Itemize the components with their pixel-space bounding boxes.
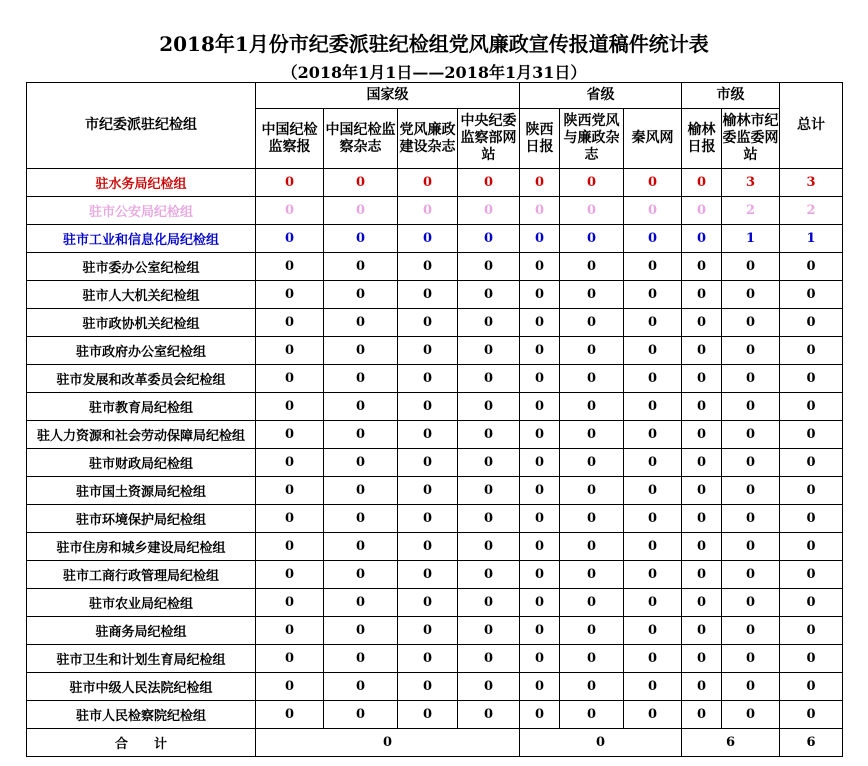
row-count-cell: 0: [624, 505, 682, 533]
row-count-cell: 0: [398, 253, 458, 281]
row-group-name: 驻市人民检察院纪检组: [27, 701, 256, 729]
row-count-cell: 0: [398, 505, 458, 533]
row-count-cell: 0: [624, 589, 682, 617]
row-count-cell: 0: [256, 589, 324, 617]
row-count-cell: 0: [624, 225, 682, 253]
row-count-cell: 0: [520, 617, 560, 645]
row-group-name: 驻市住房和城乡建设局纪检组: [27, 533, 256, 561]
row-count-cell: 0: [682, 197, 722, 225]
row-count-cell: 0: [324, 393, 398, 421]
row-count-cell: 0: [520, 505, 560, 533]
row-count-cell: 0: [520, 393, 560, 421]
row-total-cell: 0: [780, 617, 843, 645]
row-count-cell: 0: [458, 169, 520, 197]
row-count-cell: 0: [520, 421, 560, 449]
row-count-cell: 0: [624, 561, 682, 589]
table-row: [27, 673, 843, 701]
table-row: [27, 701, 843, 729]
row-count-cell: 0: [624, 673, 682, 701]
row-count-cell: 0: [398, 421, 458, 449]
row-count-cell: 0: [256, 505, 324, 533]
table-row: [27, 533, 843, 561]
row-count-cell: 0: [520, 589, 560, 617]
row-count-cell: 0: [682, 701, 722, 729]
column-header: 中国纪检监察报: [256, 109, 324, 169]
row-count-cell: 0: [458, 309, 520, 337]
row-count-cell: 0: [624, 617, 682, 645]
row-count-cell: 0: [560, 673, 624, 701]
row-count-cell: 0: [560, 589, 624, 617]
row-count-cell: 0: [520, 225, 560, 253]
row-total-cell: 0: [780, 253, 843, 281]
row-count-cell: 0: [560, 645, 624, 673]
row-count-cell: 0: [458, 225, 520, 253]
row-group-name: 驻市工商行政管理局纪检组: [27, 561, 256, 589]
row-count-cell: 0: [560, 701, 624, 729]
row-count-cell: 0: [722, 421, 780, 449]
row-count-cell: 0: [256, 449, 324, 477]
row-count-cell: 0: [520, 701, 560, 729]
row-count-cell: 0: [324, 477, 398, 505]
column-header: 中央纪委监察部网站: [458, 109, 520, 169]
row-count-cell: 0: [560, 365, 624, 393]
row-group-name: 驻商务局纪检组: [27, 617, 256, 645]
row-count-cell: 0: [722, 393, 780, 421]
row-count-cell: 0: [324, 589, 398, 617]
row-count-cell: 0: [324, 505, 398, 533]
row-count-cell: 0: [682, 505, 722, 533]
row-group-name: 驻水务局纪检组: [27, 169, 256, 197]
row-count-cell: 0: [256, 533, 324, 561]
row-count-cell: 0: [520, 337, 560, 365]
row-count-cell: 0: [722, 561, 780, 589]
row-count-cell: 0: [520, 281, 560, 309]
row-count-cell: 0: [520, 197, 560, 225]
table-row: [27, 393, 843, 421]
row-count-cell: 0: [458, 365, 520, 393]
row-count-cell: 0: [560, 337, 624, 365]
row-count-cell: 0: [682, 561, 722, 589]
row-total-cell: 0: [780, 281, 843, 309]
row-total-cell: 0: [780, 449, 843, 477]
row-total-cell: 0: [780, 337, 843, 365]
row-count-cell: 0: [520, 449, 560, 477]
row-count-cell: 0: [256, 645, 324, 673]
row-count-cell: 0: [682, 253, 722, 281]
row-count-cell: 0: [722, 505, 780, 533]
row-count-cell: 0: [256, 337, 324, 365]
row-count-cell: 0: [398, 673, 458, 701]
page-title: 2018年1月份市纪委派驻纪检组党风廉政宣传报道稿件统计表: [159, 32, 709, 56]
row-count-cell: 0: [256, 421, 324, 449]
row-count-cell: 0: [682, 281, 722, 309]
row-count-cell: 0: [722, 701, 780, 729]
row-count-cell: 0: [256, 393, 324, 421]
row-count-cell: 0: [682, 449, 722, 477]
row-count-cell: 0: [624, 533, 682, 561]
row-count-cell: 0: [722, 645, 780, 673]
row-count-cell: 0: [520, 477, 560, 505]
row-count-cell: 0: [398, 225, 458, 253]
table-row: [27, 505, 843, 533]
row-group-name: 驻市政府办公室纪检组: [27, 337, 256, 365]
row-count-cell: 0: [520, 253, 560, 281]
row-count-cell: 0: [520, 561, 560, 589]
row-count-cell: 0: [560, 561, 624, 589]
row-count-cell: 0: [560, 393, 624, 421]
row-count-cell: 0: [324, 617, 398, 645]
table-row: [27, 225, 843, 253]
row-count-cell: 0: [324, 225, 398, 253]
row-count-cell: 0: [682, 645, 722, 673]
row-count-cell: 0: [256, 617, 324, 645]
row-count-cell: 0: [682, 533, 722, 561]
footer-grand-total: 6: [780, 729, 843, 757]
column-header: 党风廉政建设杂志: [398, 109, 458, 169]
row-count-cell: 0: [682, 365, 722, 393]
row-total-cell: 0: [780, 393, 843, 421]
row-count-cell: 0: [624, 477, 682, 505]
row-count-cell: 0: [682, 309, 722, 337]
row-count-cell: 0: [256, 561, 324, 589]
row-total-cell: 0: [780, 673, 843, 701]
row-count-cell: 0: [256, 701, 324, 729]
row-count-cell: 0: [398, 645, 458, 673]
row-count-cell: 0: [458, 337, 520, 365]
row-count-cell: 0: [458, 281, 520, 309]
table-row: [27, 281, 843, 309]
row-count-cell: 0: [324, 337, 398, 365]
row-count-cell: 0: [682, 589, 722, 617]
table-row: [27, 561, 843, 589]
row-count-cell: 0: [560, 197, 624, 225]
row-count-cell: 0: [624, 449, 682, 477]
row-count-cell: 0: [324, 673, 398, 701]
row-count-cell: 0: [722, 281, 780, 309]
table-row: [27, 253, 843, 281]
row-count-cell: 0: [458, 701, 520, 729]
date-range-subtitle: （2018年1月1日——2018年1月31日）: [281, 63, 587, 82]
row-count-cell: 0: [722, 337, 780, 365]
table-row: [27, 645, 843, 673]
row-count-cell: 0: [324, 645, 398, 673]
row-count-cell: 0: [458, 449, 520, 477]
row-count-cell: 0: [398, 561, 458, 589]
row-count-cell: 0: [560, 225, 624, 253]
table-body: [27, 169, 843, 729]
row-count-cell: 0: [398, 617, 458, 645]
row-count-cell: 0: [722, 589, 780, 617]
row-count-cell: 0: [458, 617, 520, 645]
row-count-cell: 0: [722, 365, 780, 393]
table-row: [27, 449, 843, 477]
row-count-cell: 0: [624, 281, 682, 309]
row-group-name: 驻市中级人民法院纪检组: [27, 673, 256, 701]
footer-city-sum: 6: [682, 729, 780, 757]
row-total-cell: 1: [780, 225, 843, 253]
row-count-cell: 0: [324, 533, 398, 561]
row-total-cell: 0: [780, 701, 843, 729]
row-count-cell: 0: [560, 169, 624, 197]
row-total-cell: 0: [780, 589, 843, 617]
row-count-cell: 0: [624, 197, 682, 225]
row-count-cell: 0: [560, 617, 624, 645]
footer-national-sum: 0: [256, 729, 520, 757]
table-row: [27, 477, 843, 505]
row-count-cell: 0: [458, 533, 520, 561]
row-count-cell: 0: [398, 449, 458, 477]
row-group-name: 驻市发展和改革委员会纪检组: [27, 365, 256, 393]
row-count-cell: 0: [458, 421, 520, 449]
table-row: [27, 337, 843, 365]
row-total-cell: 0: [780, 505, 843, 533]
table-row: [27, 589, 843, 617]
row-count-cell: 0: [624, 253, 682, 281]
table-row: [27, 309, 843, 337]
row-count-cell: 0: [520, 169, 560, 197]
row-count-cell: 0: [682, 617, 722, 645]
row-group-name: 驻市教育局纪检组: [27, 393, 256, 421]
row-count-cell: 0: [398, 197, 458, 225]
row-count-cell: 0: [560, 253, 624, 281]
footer-sum-label: 合 计: [27, 729, 256, 757]
row-group-name: 驻市国土资源局纪检组: [27, 477, 256, 505]
row-count-cell: 0: [256, 477, 324, 505]
row-count-cell: 0: [256, 309, 324, 337]
row-count-cell: 0: [398, 393, 458, 421]
row-count-cell: 3: [722, 169, 780, 197]
row-count-cell: 0: [682, 225, 722, 253]
row-count-cell: 0: [324, 365, 398, 393]
row-count-cell: 0: [458, 197, 520, 225]
row-count-cell: 0: [520, 365, 560, 393]
row-count-cell: 0: [722, 309, 780, 337]
row-group-name: 驻市委办公室纪检组: [27, 253, 256, 281]
row-count-cell: 0: [624, 701, 682, 729]
row-group-name: 驻市政协机关纪检组: [27, 309, 256, 337]
row-count-cell: 0: [682, 169, 722, 197]
row-count-cell: 0: [682, 337, 722, 365]
row-total-cell: 0: [780, 421, 843, 449]
row-total-cell: 0: [780, 533, 843, 561]
row-count-cell: 0: [324, 253, 398, 281]
row-count-cell: 0: [624, 169, 682, 197]
row-count-cell: 0: [256, 281, 324, 309]
row-count-cell: 0: [624, 421, 682, 449]
row-count-cell: 0: [458, 673, 520, 701]
row-count-cell: 0: [256, 169, 324, 197]
row-count-cell: 0: [398, 533, 458, 561]
row-count-cell: 0: [256, 197, 324, 225]
row-count-cell: 0: [398, 701, 458, 729]
national-level-header: 国家级: [256, 83, 520, 109]
row-count-cell: 0: [398, 589, 458, 617]
column-header: 中国纪检监察杂志: [324, 109, 398, 169]
row-count-cell: 0: [682, 477, 722, 505]
table-row: [27, 197, 843, 225]
row-count-cell: 0: [560, 421, 624, 449]
row-count-cell: 0: [560, 477, 624, 505]
row-count-cell: 0: [324, 449, 398, 477]
column-header: 榆林市纪委监委网站: [722, 109, 780, 169]
row-group-name: 驻市公安局纪检组: [27, 197, 256, 225]
row-group-name: 驻市财政局纪检组: [27, 449, 256, 477]
row-count-cell: 0: [398, 477, 458, 505]
row-count-cell: 0: [458, 589, 520, 617]
row-total-cell: 0: [780, 645, 843, 673]
row-total-cell: 0: [780, 561, 843, 589]
row-count-cell: 0: [520, 533, 560, 561]
row-count-cell: 0: [324, 169, 398, 197]
row-count-cell: 1: [722, 225, 780, 253]
row-count-cell: 0: [722, 477, 780, 505]
column-header: 陕西党风与廉政杂志: [560, 109, 624, 169]
row-count-cell: 0: [560, 533, 624, 561]
row-count-cell: 0: [398, 309, 458, 337]
total-column-header: 总计: [780, 83, 843, 169]
row-count-cell: 0: [682, 421, 722, 449]
row-count-cell: 0: [458, 505, 520, 533]
row-count-cell: 0: [398, 281, 458, 309]
row-count-cell: 0: [624, 645, 682, 673]
row-count-cell: 0: [624, 337, 682, 365]
column-header: 陕西日报: [520, 109, 560, 169]
table-row: [27, 421, 843, 449]
row-total-cell: 3: [780, 169, 843, 197]
row-count-cell: 0: [324, 197, 398, 225]
row-count-cell: 0: [256, 253, 324, 281]
row-count-cell: 0: [398, 169, 458, 197]
row-group-name: 驻市人大机关纪检组: [27, 281, 256, 309]
table-row: [27, 365, 843, 393]
row-count-cell: 0: [722, 673, 780, 701]
row-count-cell: 0: [624, 393, 682, 421]
row-count-cell: 0: [256, 225, 324, 253]
row-count-cell: 0: [520, 673, 560, 701]
statistics-table: [26, 82, 843, 757]
row-group-name: 驻市工业和信息化局纪检组: [27, 225, 256, 253]
row-count-cell: 0: [560, 449, 624, 477]
row-count-cell: 0: [324, 561, 398, 589]
row-count-cell: 0: [520, 645, 560, 673]
provincial-level-header: 省级: [520, 83, 682, 109]
row-count-cell: 0: [458, 393, 520, 421]
row-count-cell: 0: [560, 281, 624, 309]
row-count-cell: 0: [458, 561, 520, 589]
row-count-cell: 2: [722, 197, 780, 225]
table-row: [27, 169, 843, 197]
row-group-name: 驻人力资源和社会劳动保障局纪检组: [27, 421, 256, 449]
row-count-cell: 0: [722, 533, 780, 561]
row-total-cell: 0: [780, 477, 843, 505]
column-header: 秦风网: [624, 109, 682, 169]
column-header: 榆林日报: [682, 109, 722, 169]
group-column-header: 市纪委派驻纪检组: [27, 83, 256, 169]
row-count-cell: 0: [722, 449, 780, 477]
city-level-header: 市级: [682, 83, 780, 109]
row-count-cell: 0: [560, 309, 624, 337]
row-count-cell: 0: [324, 701, 398, 729]
row-count-cell: 0: [682, 393, 722, 421]
row-count-cell: 0: [398, 337, 458, 365]
row-total-cell: 2: [780, 197, 843, 225]
row-total-cell: 0: [780, 309, 843, 337]
row-count-cell: 0: [624, 365, 682, 393]
row-count-cell: 0: [324, 421, 398, 449]
row-count-cell: 0: [458, 253, 520, 281]
row-count-cell: 0: [722, 617, 780, 645]
row-count-cell: 0: [682, 673, 722, 701]
row-count-cell: 0: [458, 645, 520, 673]
row-count-cell: 0: [520, 309, 560, 337]
row-count-cell: 0: [324, 309, 398, 337]
row-count-cell: 0: [398, 365, 458, 393]
row-count-cell: 0: [560, 505, 624, 533]
row-count-cell: 0: [256, 673, 324, 701]
row-count-cell: 0: [324, 281, 398, 309]
row-count-cell: 0: [256, 365, 324, 393]
row-count-cell: 0: [722, 253, 780, 281]
row-group-name: 驻市环境保护局纪检组: [27, 505, 256, 533]
table-row: [27, 617, 843, 645]
row-group-name: 驻市卫生和计划生育局纪检组: [27, 645, 256, 673]
row-total-cell: 0: [780, 365, 843, 393]
footer-provincial-sum: 0: [520, 729, 682, 757]
row-group-name: 驻市农业局纪检组: [27, 589, 256, 617]
row-count-cell: 0: [458, 477, 520, 505]
row-count-cell: 0: [624, 309, 682, 337]
